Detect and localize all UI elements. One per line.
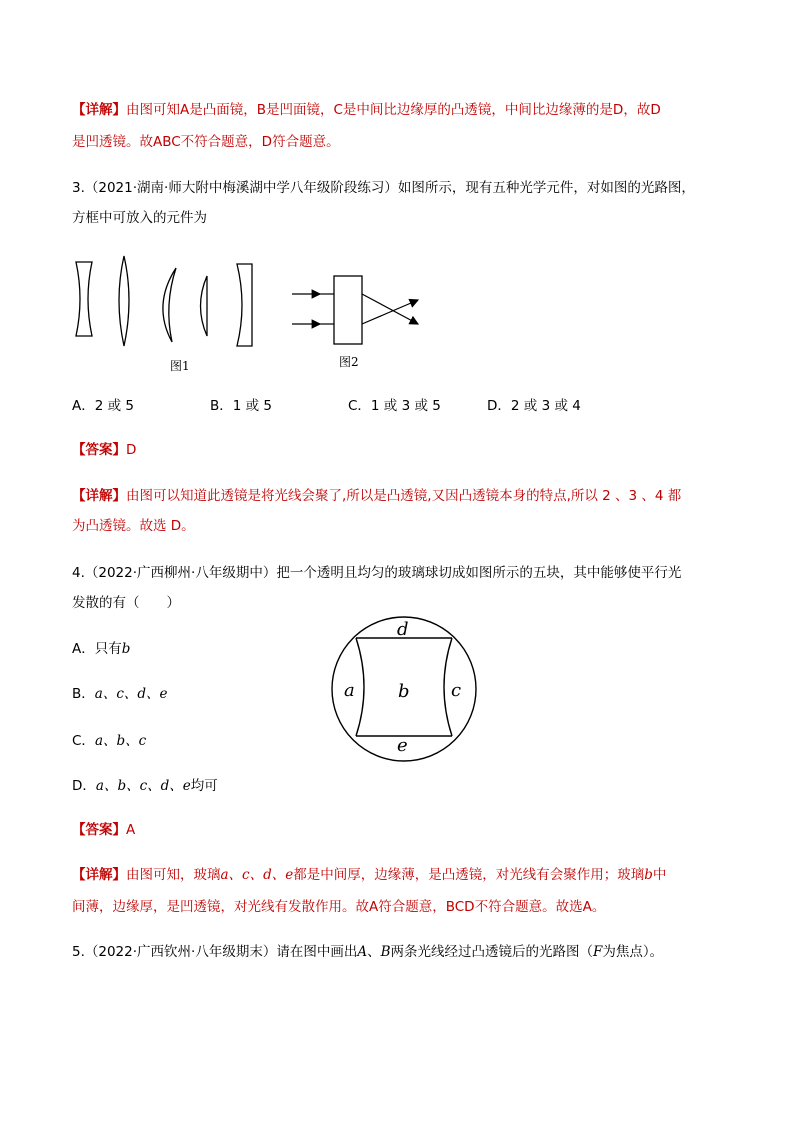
q3-detail-line2: 为凸透镜。故选 D。: [72, 518, 195, 534]
detail-text: 都是中间厚，边缘薄，是凸透镜，对光线有会聚作用；玻璃: [293, 867, 645, 883]
focus-label: F: [593, 944, 603, 960]
option-post: 均可: [190, 778, 218, 794]
q5-text: 、: [367, 944, 381, 960]
q3-detail-line1: [72, 486, 681, 506]
lens-5-planoconcave: [237, 264, 252, 346]
detail-tag: 【详解】: [72, 488, 126, 504]
q4-answer: [72, 820, 135, 840]
option-var: b: [121, 641, 131, 657]
detail-vars: a、c、d、e: [220, 867, 294, 883]
fig1-caption: 图1: [170, 359, 190, 373]
q3-option-d[interactable]: D．2 或 3 或 4: [487, 398, 581, 414]
answer-tag: 【答案】: [72, 822, 126, 838]
q5-text: 5.（2022·广西钦州·八年级期末）请在图中画出: [72, 944, 358, 960]
detail-text: 由图可知A是凸面镜，B是凹面镜，C是中间比边缘厚的凸透镜，中间比边缘薄的是D，故D: [126, 102, 661, 118]
q3-answer: [72, 440, 136, 460]
q4-stem-line2: 发散的有（ ）: [72, 595, 180, 611]
option-label: A．只有: [72, 641, 122, 657]
option-vars: a、b、c、d、e: [95, 778, 191, 794]
mystery-box: [334, 276, 362, 344]
option-label: D．: [72, 778, 96, 794]
q5-text: 为焦点）。: [602, 944, 664, 960]
piece-e-label: e: [397, 735, 408, 756]
q4-option-d[interactable]: [72, 776, 218, 796]
piece-a-label: a: [344, 680, 355, 701]
ray-a-label: A: [357, 944, 368, 960]
lens-4-planoconvex: [201, 276, 208, 336]
q4-option-a[interactable]: [72, 639, 130, 659]
detail-text: 由图可知，玻璃: [126, 867, 221, 883]
detail-text: 由图可以知道此透镜是将光线会聚了,所以是凸透镜,又因凸透镜本身的特点,所以 2 、3 、4 都: [126, 488, 682, 504]
q4-detail-line1: [72, 865, 666, 885]
option-vars: a、b、c: [94, 733, 147, 749]
q3-figure2-lightpath: [290, 270, 430, 360]
answer-value: A: [126, 822, 136, 838]
q4-detail-line2: 间薄，边缘厚，是凹透镜，对光线有发散作用。故A符合题意，BCD不符合题意。故选A。: [72, 899, 606, 915]
option-label: B．: [72, 686, 95, 702]
answer-value: D: [126, 442, 137, 458]
q4-glass-sphere-figure: [330, 614, 480, 764]
detail-tag: 【详解】: [72, 102, 126, 118]
q3-stem-line2: 方框中可放入的元件为: [72, 210, 207, 226]
option-vars: a、c、d、e: [94, 686, 168, 702]
q4-option-b[interactable]: [72, 684, 168, 704]
q3-stem-line1: 3.（2021·湖南·师大附中梅溪湖中学八年级阶段练习）如图所示，现有五种光学元件，对如图的光路图，: [72, 180, 695, 196]
ray-b-label: B: [380, 944, 391, 960]
prev-detail-line2: 是凹透镜。故ABC不符合题意，D符合题意。: [72, 134, 340, 150]
detail-tag: 【详解】: [72, 867, 126, 883]
fig2-caption: 图2: [339, 355, 359, 369]
lens-2-biconvex: [119, 256, 129, 346]
lens-1-biconcave: [76, 262, 92, 336]
piece-c-label: c: [451, 680, 462, 701]
q3-option-a[interactable]: A．2 或 5: [72, 398, 134, 414]
option-label: C．: [72, 733, 95, 749]
detail-text: 中: [652, 867, 667, 883]
q3-option-c[interactable]: C．1 或 3 或 5: [348, 398, 441, 414]
q5-stem: [72, 942, 663, 962]
piece-d-label: d: [397, 619, 409, 640]
lens-3-meniscus: [163, 268, 176, 342]
detail-var: b: [644, 867, 653, 883]
q4-option-c[interactable]: [72, 731, 146, 751]
q3-option-b[interactable]: B．1 或 5: [210, 398, 273, 414]
q4-stem-line1: 4.（2022·广西柳州·八年级期中）把一个透明且均匀的玻璃球切成如图所示的五块，其中能够使平行光: [72, 565, 682, 581]
piece-b-label: b: [398, 681, 410, 702]
q5-text: 两条光线经过凸透镜后的光路图（: [390, 944, 593, 960]
prev-detail-line1: [72, 100, 661, 120]
answer-tag: 【答案】: [72, 442, 126, 458]
